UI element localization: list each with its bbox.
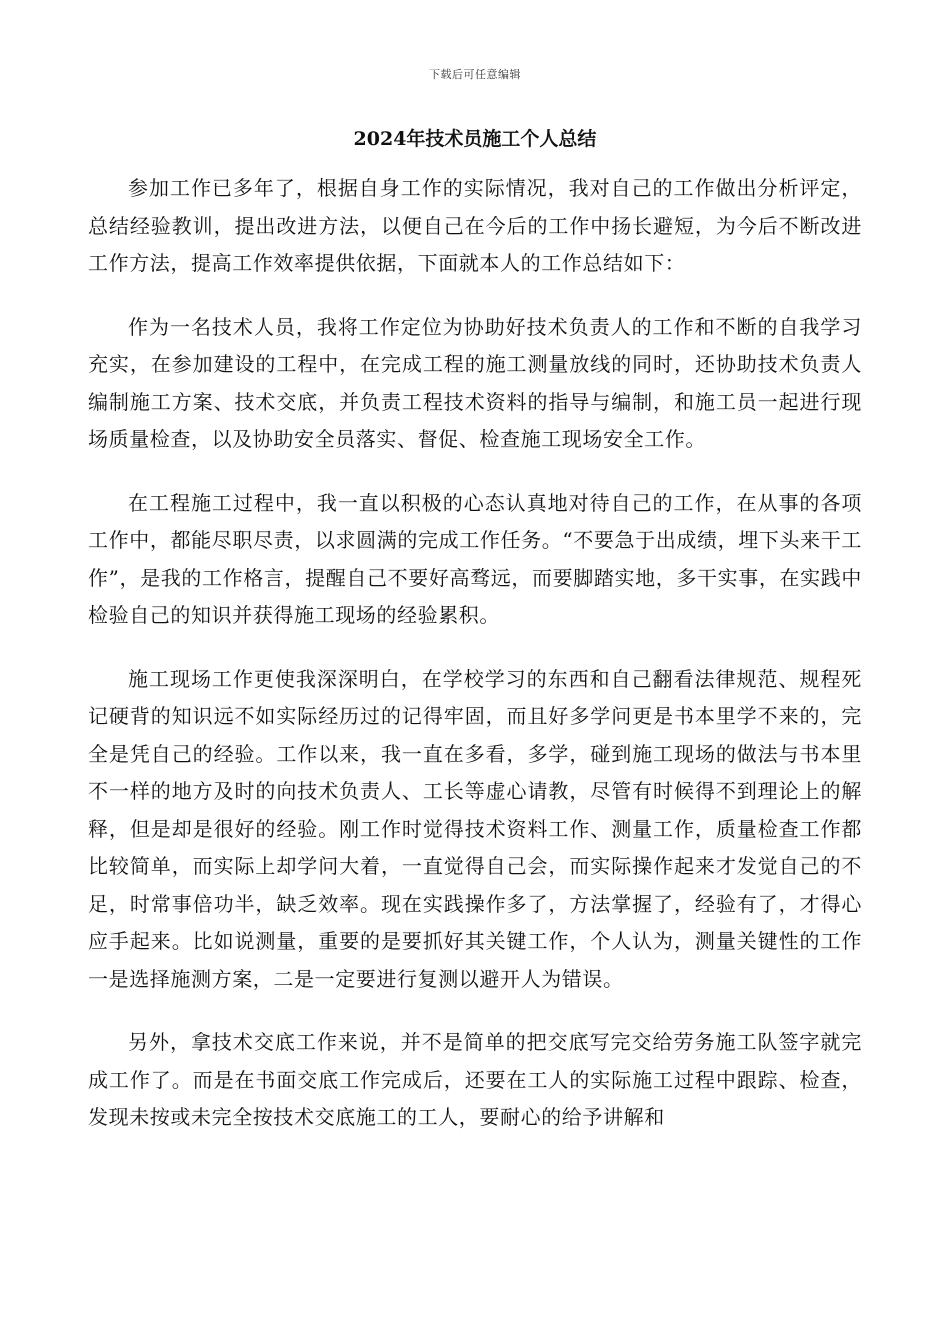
paragraph: 参加工作已多年了，根据自身工作的实际情况，我对自己的工作做出分析评定，总结经验教训，提出改进方法，以便自己在今后的工作中扬长避短，为今后不断改进工作方法，提高工作效率提供依据，下面就本人的工作总结如下： xyxy=(88,176,862,275)
paragraph: 另外，拿技术交底工作来说，并不是简单的把交底写完交给劳务施工队签字就完成工作了。而是在书面交底工作完成后，还要在工人的实际施工过程中跟踪、检查，发现未按或未完全按技术交底施工的工人，要耐心的给予讲解和 xyxy=(88,1030,862,1129)
document-title: 2024年技术员施工个人总结 xyxy=(353,128,597,150)
paragraph: 作为一名技术人员，我将工作定位为协助好技术负责人的工作和不断的自我学习充实，在参加建设的工程中，在完成工程的施工测量放线的同时，还协助技术负责人编制施工方案、技术交底，并负责工程技术资料的指导与编制，和施工员一起进行现场质量检查，以及协助安全员落实、督促、检查施工现场安全工作。 xyxy=(88,314,862,451)
document-body xyxy=(88,170,862,1163)
header-note: 下载后可任意编辑 xyxy=(429,68,521,81)
paragraph: 施工现场工作更使我深深明白，在学校学习的东西和自己翻看法律规范、规程死记硬背的知识远不如实际经历过的记得牢固，而且好多学问更是书本里学不来的，完全是凭自己的经验。工作以来，我一直在多看，多学，碰到施工现场的做法与书本里不一样的地方及时的向技术负责人、工长等虚心请教，尽管有时候得不到理论上的解释，但是却是很好的经验。刚工作时觉得技术资料工作、测量工作，质量检查工作都比较简单，而实际上却学问大着，一直觉得自己会，而实际操作起来才发觉自己的不足，时常事倍功半，缺乏效率。现在实践操作多了，方法掌握了，经验有了，才得心应手起来。比如说测量，重要的是要抓好其关键工作，个人认为，测量关键性的工作一是选择施测方案，二是一定要进行复测以避开人为错误。 xyxy=(88,666,862,991)
paragraph: 在工程施工过程中，我一直以积极的心态认真地对待自己的工作，在从事的各项工作中，都能尽职尽责，以求圆满的完成工作任务。“不要急于出成绩，埋下头来干工作”，是我的工作格言，提醒自己不要好高骛远，而要脚踏实地，多干实事，在实践中检验自己的知识并获得施工现场的经验累积。 xyxy=(88,490,862,627)
